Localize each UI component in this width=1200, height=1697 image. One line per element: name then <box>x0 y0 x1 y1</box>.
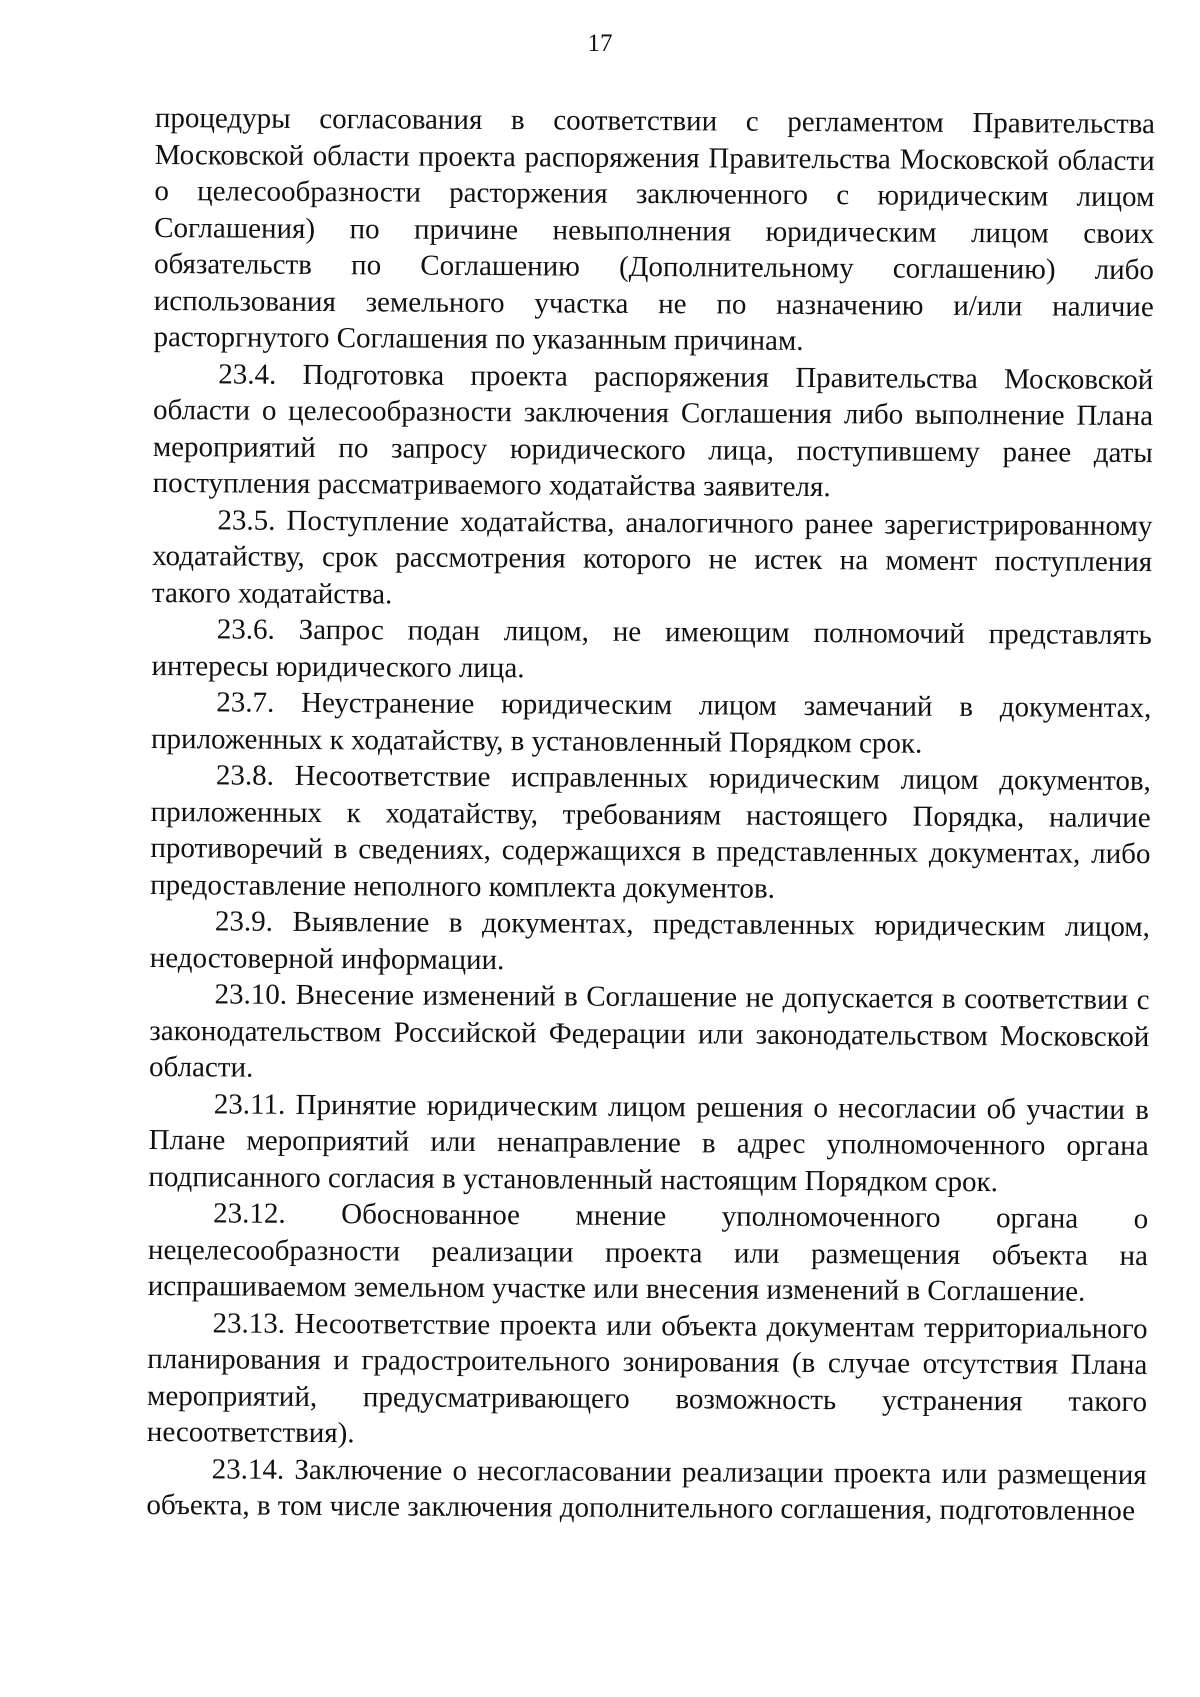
paragraph-23-7: 23.7. Неустранение юридическим лицом замечаний в документах, приложенных к ходатайству, в установленный Порядком срок. <box>151 686 1152 760</box>
paragraph-23-6: 23.6. Запрос подан лицом, не имеющим полномочий представлять интересы юридического лица. <box>151 613 1152 684</box>
paragraph-23-5: 23.5. Поступление ходатайства, аналогичного ранее зарегистрированному ходатайству, срок рассмотрения которого не истек на момент поступления такого ходатайства. <box>151 503 1153 610</box>
paragraph-23-12: 23.12. Обоснованное мнение уполномоченного органа о нецелесообразности реализации проекта или размещения объекта на испрашиваемом земельном участке или внесения изменений в Соглашение. <box>147 1197 1149 1308</box>
paragraph-23-11: 23.11. Принятие юридическим лицом решения о несогласии об участии в Плане мероприятий или ненаправление в адрес уполномоченного органа подписанного согласия в установленный настоящим Порядком срок. <box>148 1087 1149 1198</box>
paragraph-23-4: 23.4. Подготовка проекта распоряжения Правительства Московской области о целесообразности заключения Соглашения либо выполнение Плана мероприятий по запросу юридического лица, поступившему ранее даты поступления рассматриваемого ходатайства заявителя. <box>152 357 1154 504</box>
paragraph-continuation: процедуры согласования в соответствии с регламентом Правительства Московской области проекта распоряжения Правительства Московской области о целесообразности расторжения заключенного с юридическим лицом Соглашения) по причине невыполнения юридическим лицом своих обязательств по Соглашению (Дополнительному соглашению) либо использования земельного участка не по назначению и/или наличие расторгнутого Соглашения по указанным причинам. <box>153 101 1155 357</box>
paragraph-23-9: 23.9. Выявление в документах, представленных юридическим лицом, недостоверной информации. <box>149 905 1151 976</box>
paragraph-23-13: 23.13. Несоответствие проекта или объекта документам территориального планирования и градостроительного зонирования (в случае отсутствия Плана мероприятий, предусматривающего возможность устранения такого несоответствия). <box>146 1306 1148 1450</box>
paragraph-23-14: 23.14. Заключение о несогласовании реализации проекта или размещения объекта, в том числе заключения дополнительного соглашения, подготовленное <box>146 1452 1147 1528</box>
document-body <box>146 100 1155 1530</box>
paragraph-23-8: 23.8. Несоответствие исправленных юридическим лицом документов, приложенных к ходатайству, требованиям настоящего Порядка, наличие противоречий в сведениях, содержащихся в представленных документах, либо предоставление неполного комплекта документов. <box>150 759 1151 905</box>
paragraph-23-10: 23.10. Внесение изменений в Соглашение не допускается в соответствии с законодательством Российской Федерации или законодательством Московской области. <box>148 978 1150 1084</box>
page-number: 17 <box>587 30 613 57</box>
